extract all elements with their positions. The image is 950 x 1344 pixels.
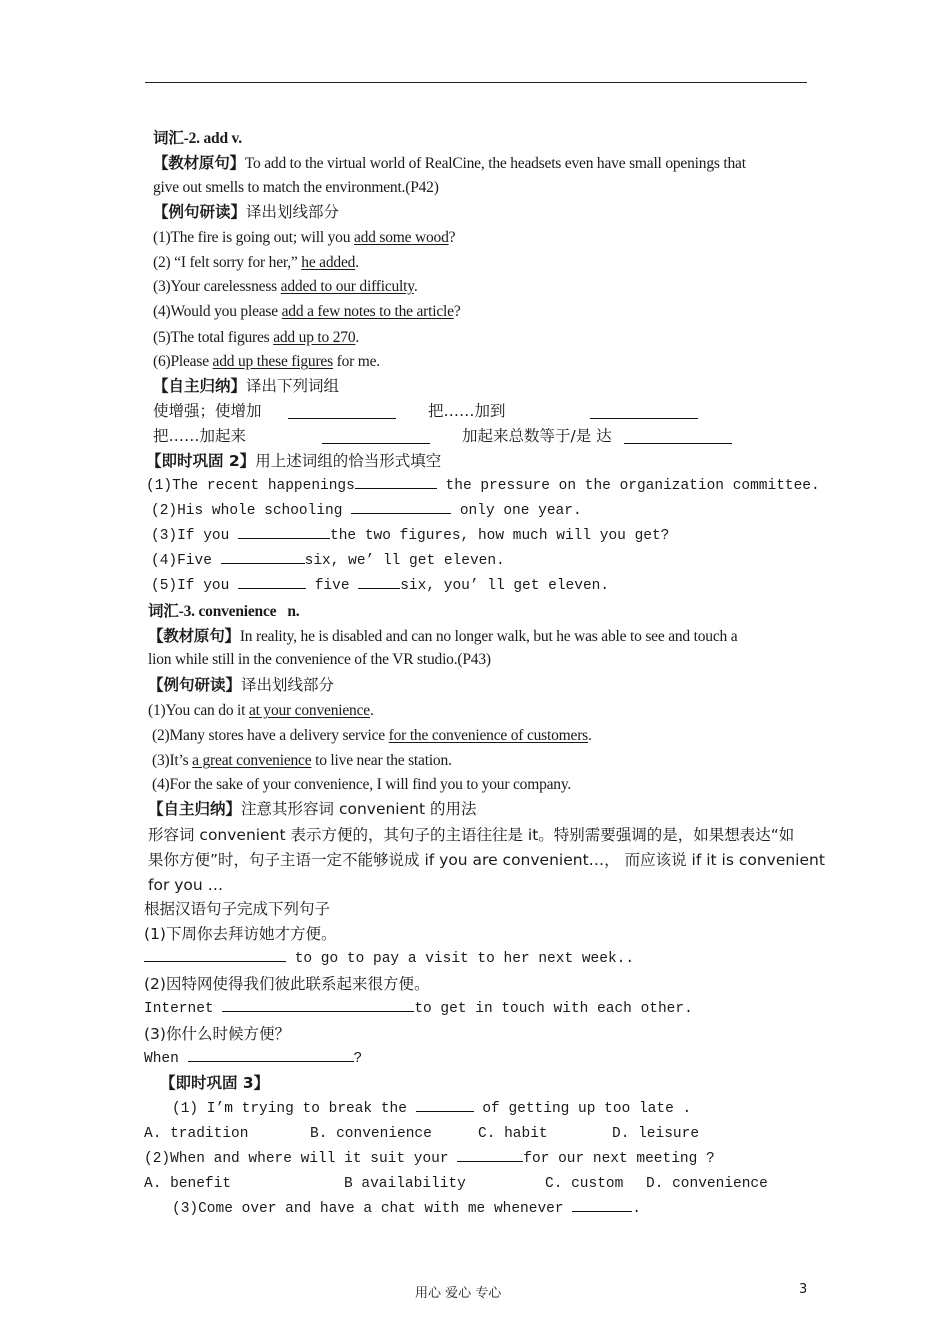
vocab-2-source-line-1: 【教材原句】To add to the virtual world of RealCine, the headsets even have small openings that: [153, 154, 746, 172]
quiz-3-q1-option-b[interactable]: B. convenience: [310, 1126, 432, 1142]
quiz-3-q2-option-c[interactable]: C. custom: [545, 1176, 624, 1192]
vocab-3-note-line-3: for you …: [148, 876, 224, 894]
translation-3-blank[interactable]: [188, 1047, 354, 1062]
vocab-2-example-6: (6)Please add up these figures for me.: [153, 353, 380, 370]
quiz-2-item-4-blank[interactable]: [221, 549, 305, 564]
quiz-2-item-2: (2)His whole schooling only one year.: [151, 499, 582, 523]
vocab-3-source-line-2: lion while still in the convenience of the VR studio.(P43): [148, 651, 491, 668]
quiz-2-item-3: (3)If you the two figures, how much will you get?: [151, 524, 669, 548]
quiz-3-q1-option-a[interactable]: A. tradition: [144, 1126, 249, 1142]
quiz-2-item-1: (1)The recent happenings the pressure on the organization committee.: [146, 474, 820, 498]
translation-2-english: Internet to get in touch with each other.: [144, 997, 693, 1021]
vocab-2-example-1: (1)The fire is going out; will you add some wood?: [153, 229, 456, 246]
phrase-1-label: 使增强；使增加: [153, 402, 262, 420]
vocab-2-study-heading: 【例句研读】译出划线部分: [153, 203, 340, 221]
translation-1-chinese: (1)下周你去拜访她才方便。: [144, 925, 337, 943]
phrase-2-label: 把……加到: [428, 402, 506, 420]
phrase-2-blank[interactable]: [590, 404, 698, 419]
footer-motto: 用心 爱心 专心: [415, 1286, 502, 1301]
translation-3-english: When ?: [144, 1047, 362, 1071]
quiz-3-q1-option-c[interactable]: C. habit: [478, 1126, 548, 1142]
phrase-1-blank[interactable]: [288, 404, 396, 419]
quiz-2-heading: 【即时巩固 2】用上述词组的恰当形式填空: [146, 452, 442, 470]
quiz-2-item-1-blank[interactable]: [355, 474, 437, 489]
vocab-3-example-1: (1)You can do it at your convenience.: [148, 702, 374, 719]
vocab-3-source-line-1: 【教材原句】In reality, he is disabled and can no longer walk, but he was able to see and touch a: [148, 627, 738, 645]
vocab-3-study-heading: 【例句研读】译出划线部分: [148, 676, 335, 694]
quiz-2-item-5-blank-1[interactable]: [238, 574, 306, 589]
quiz-2-item-5: (5)If you five six, you’ ll get eleven.: [151, 574, 609, 598]
vocab-2-summary-heading: 【自主归纳】译出下列词组: [153, 377, 340, 395]
quiz-2-item-5-blank-2[interactable]: [358, 574, 400, 589]
phrase-4-label: 加起来总数等于/是 达: [462, 427, 612, 445]
quiz-3-question-2: (2)When and where will it suit your for our next meeting ?: [144, 1147, 715, 1171]
quiz-3-q2-option-d[interactable]: D. convenience: [646, 1176, 768, 1192]
vocab-3-summary-heading: 【自主归纳】注意其形容词 convenient 的用法: [148, 800, 477, 818]
vocab-2-source-line-2: give out smells to match the environment.(P42): [153, 179, 439, 196]
vocab-3-example-2: (2)Many stores have a delivery service for the convenience of customers.: [152, 727, 592, 744]
phrase-4-blank[interactable]: [624, 429, 732, 444]
vocab-2-example-5: (5)The total figures add up to 270.: [153, 329, 360, 346]
header-rule: [145, 82, 807, 83]
quiz-3-q1-option-d[interactable]: D. leisure: [612, 1126, 700, 1142]
quiz-3-question-3-blank[interactable]: [572, 1197, 632, 1212]
quiz-2-item-3-blank[interactable]: [238, 524, 330, 539]
quiz-2-item-2-blank[interactable]: [351, 499, 451, 514]
page-number: 3: [799, 1282, 808, 1297]
quiz-3-question-1: (1) I’m trying to break the of getting up too late .: [172, 1097, 691, 1121]
quiz-3-question-2-blank[interactable]: [457, 1147, 523, 1162]
translation-task-heading: 根据汉语句子完成下列句子: [144, 900, 331, 918]
phrase-3-blank[interactable]: [322, 429, 430, 444]
translation-1-english: to go to pay a visit to her next week..: [144, 947, 634, 971]
vocab-2-example-4: (4)Would you please add a few notes to the article?: [153, 303, 461, 320]
vocab-3-example-3: (3)It’s a great convenience to live near the station.: [152, 752, 452, 769]
vocab-3-note-line-1: 形容词 convenient 表示方便的，其句子的主语往往是 it。特别需要强调的是，如果想表达“如: [148, 826, 795, 844]
vocab-2-example-3: (3)Your carelessness added to our difficulty.: [153, 278, 418, 295]
translation-1-blank[interactable]: [144, 947, 286, 962]
vocab-2-example-2: (2) “I felt sorry for her,” he added.: [153, 254, 359, 271]
quiz-2-item-4: (4)Five six, we’ ll get eleven.: [151, 549, 505, 573]
translation-3-chinese: (3)你什么时候方便？: [144, 1025, 290, 1043]
quiz-3-q2-option-a[interactable]: A. benefit: [144, 1176, 232, 1192]
phrase-3-label: 把……加起来: [153, 427, 247, 445]
vocab-3-note-line-2: 果你方便”时，句子主语一定不能够说成 if you are convenient…， 而应该说 if it is convenient: [148, 851, 825, 869]
quiz-3-q2-option-b[interactable]: B availability: [344, 1176, 466, 1192]
translation-2-blank[interactable]: [222, 997, 414, 1012]
vocab-3-heading: 词汇-3. convenience n.: [148, 602, 300, 620]
quiz-3-heading: 【即时巩固 3】: [160, 1074, 270, 1092]
vocab-2-heading: 词汇-2. add v.: [153, 129, 242, 147]
quiz-3-question-3: (3)Come over and have a chat with me whenever .: [172, 1197, 641, 1221]
vocab-3-example-4: (4)For the sake of your convenience, I will find you to your company.: [152, 776, 572, 793]
translation-2-chinese: (2)因特网使得我们彼此联系起来很方便。: [144, 975, 430, 993]
quiz-3-question-1-blank[interactable]: [416, 1097, 474, 1112]
